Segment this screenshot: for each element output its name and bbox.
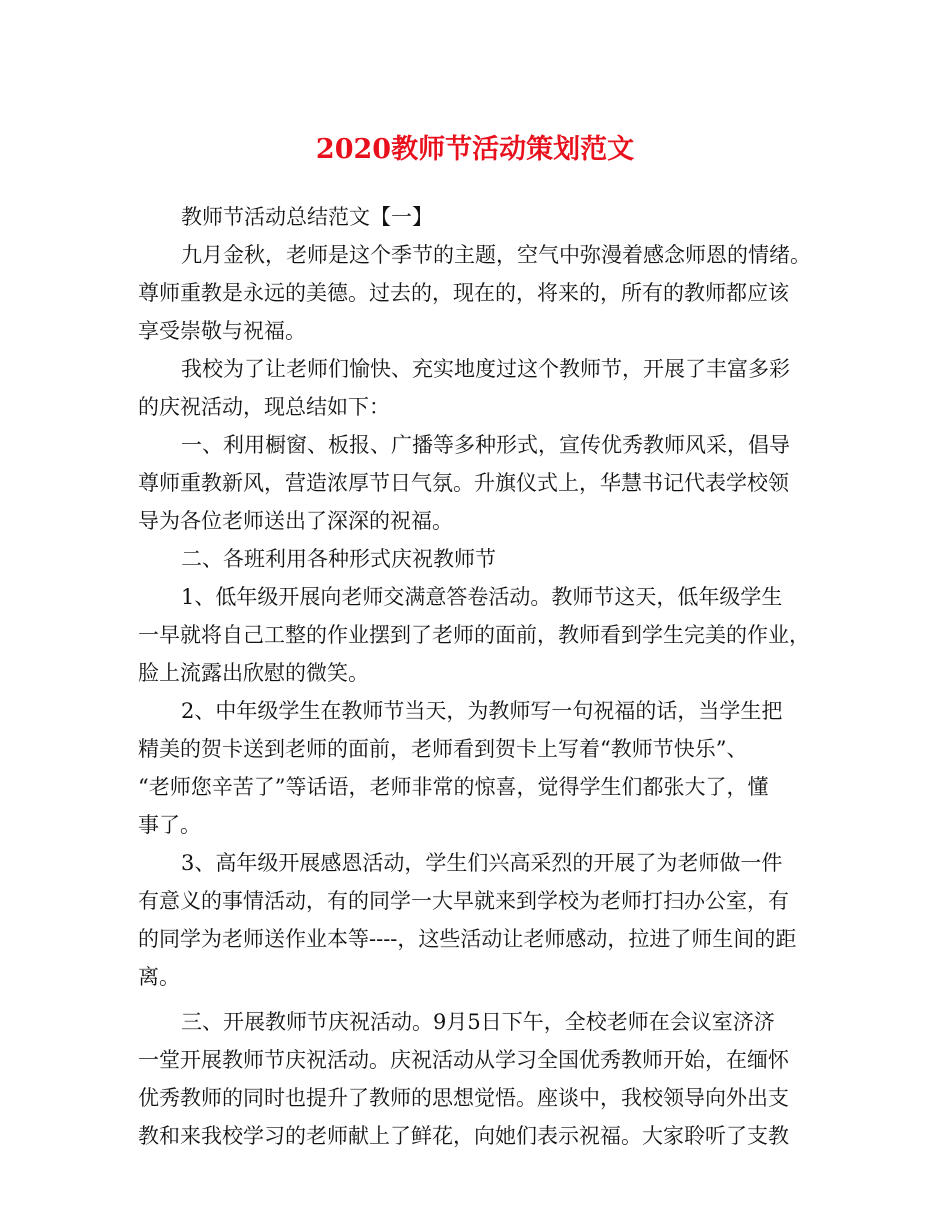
paragraph-line: 2、中年级学生在教师节当天，为教师写一句祝福的话，当学生把 xyxy=(181,699,783,723)
paragraph-line: 我校为了让老师们愉快、充实地度过这个教师节，开展了丰富多彩 xyxy=(181,357,790,381)
paragraph-line: 一堂开展教师节庆祝活动。庆祝活动从学习全国优秀教师开始，在缅怀 xyxy=(138,1048,789,1072)
paragraph-line: 九月金秋，老师是这个季节的主题，空气中弥漫着感念师恩的情绪。 xyxy=(181,243,811,267)
paragraph-line: 尊师重教新风，营造浓厚节日气氛。升旗仪式上，华慧书记代表学校领 xyxy=(138,471,789,495)
paragraph-line: 3、高年级开展感恩活动，学生们兴高采烈的开展了为老师做一件 xyxy=(181,851,783,875)
paragraph-line: 1、低年级开展向老师交满意答卷活动。教师节这天，低年级学生 xyxy=(181,585,783,609)
paragraph-line: 一早就将自己工整的作业摆到了老师的面前，教师看到学生完美的作业， xyxy=(138,623,810,647)
paragraph-line: 一、利用橱窗、板报、广播等多种形式，宣传优秀教师风采，倡导 xyxy=(181,433,790,457)
paragraph-line: 的同学为老师送作业本等----，这些活动让老师感动，拉进了师生间的距 xyxy=(138,927,797,951)
document-body xyxy=(138,198,812,1155)
paragraph-line: 享受崇敬与祝福。 xyxy=(138,319,306,343)
document-title: 2020教师节活动策划范文 xyxy=(315,134,635,165)
paragraph-line: 精美的贺卡送到老师的面前，老师看到贺卡上写着“教师节快乐”、 xyxy=(138,737,748,761)
paragraph-line: 事了。 xyxy=(138,813,201,837)
paragraph-line: 导为各位老师送出了深深的祝福。 xyxy=(138,509,453,533)
paragraph-line: “老师您辛苦了”等话语，老师非常的惊喜，觉得学生们都张大了，懂 xyxy=(138,775,769,799)
paragraph-line: 有意义的事情活动，有的同学一大早就来到学校为老师打扫办公室，有 xyxy=(138,889,789,913)
paragraph-line: 教和来我校学习的老师献上了鲜花，向她们表示祝福。大家聆听了支教 xyxy=(138,1124,789,1148)
paragraph-line: 的庆祝活动，现总结如下： xyxy=(138,395,390,419)
paragraph-line: 尊师重教是永远的美德。过去的，现在的，将来的，所有的教师都应该 xyxy=(138,281,789,305)
paragraph-line: 二、各班利用各种形式庆祝教师节 xyxy=(181,547,496,571)
paragraph-line: 离。 xyxy=(138,965,180,989)
paragraph-line: 三、开展教师节庆祝活动。9月5日下午，全校老师在会议室济济 xyxy=(181,1010,775,1034)
paragraph-line: 脸上流露出欣慰的微笑。 xyxy=(138,661,369,685)
paragraph-line: 优秀教师的同时也提升了教师的思想觉悟。座谈中，我校领导向外出支 xyxy=(138,1086,789,1110)
section-heading: 教师节活动总结范文【一】 xyxy=(181,205,433,229)
